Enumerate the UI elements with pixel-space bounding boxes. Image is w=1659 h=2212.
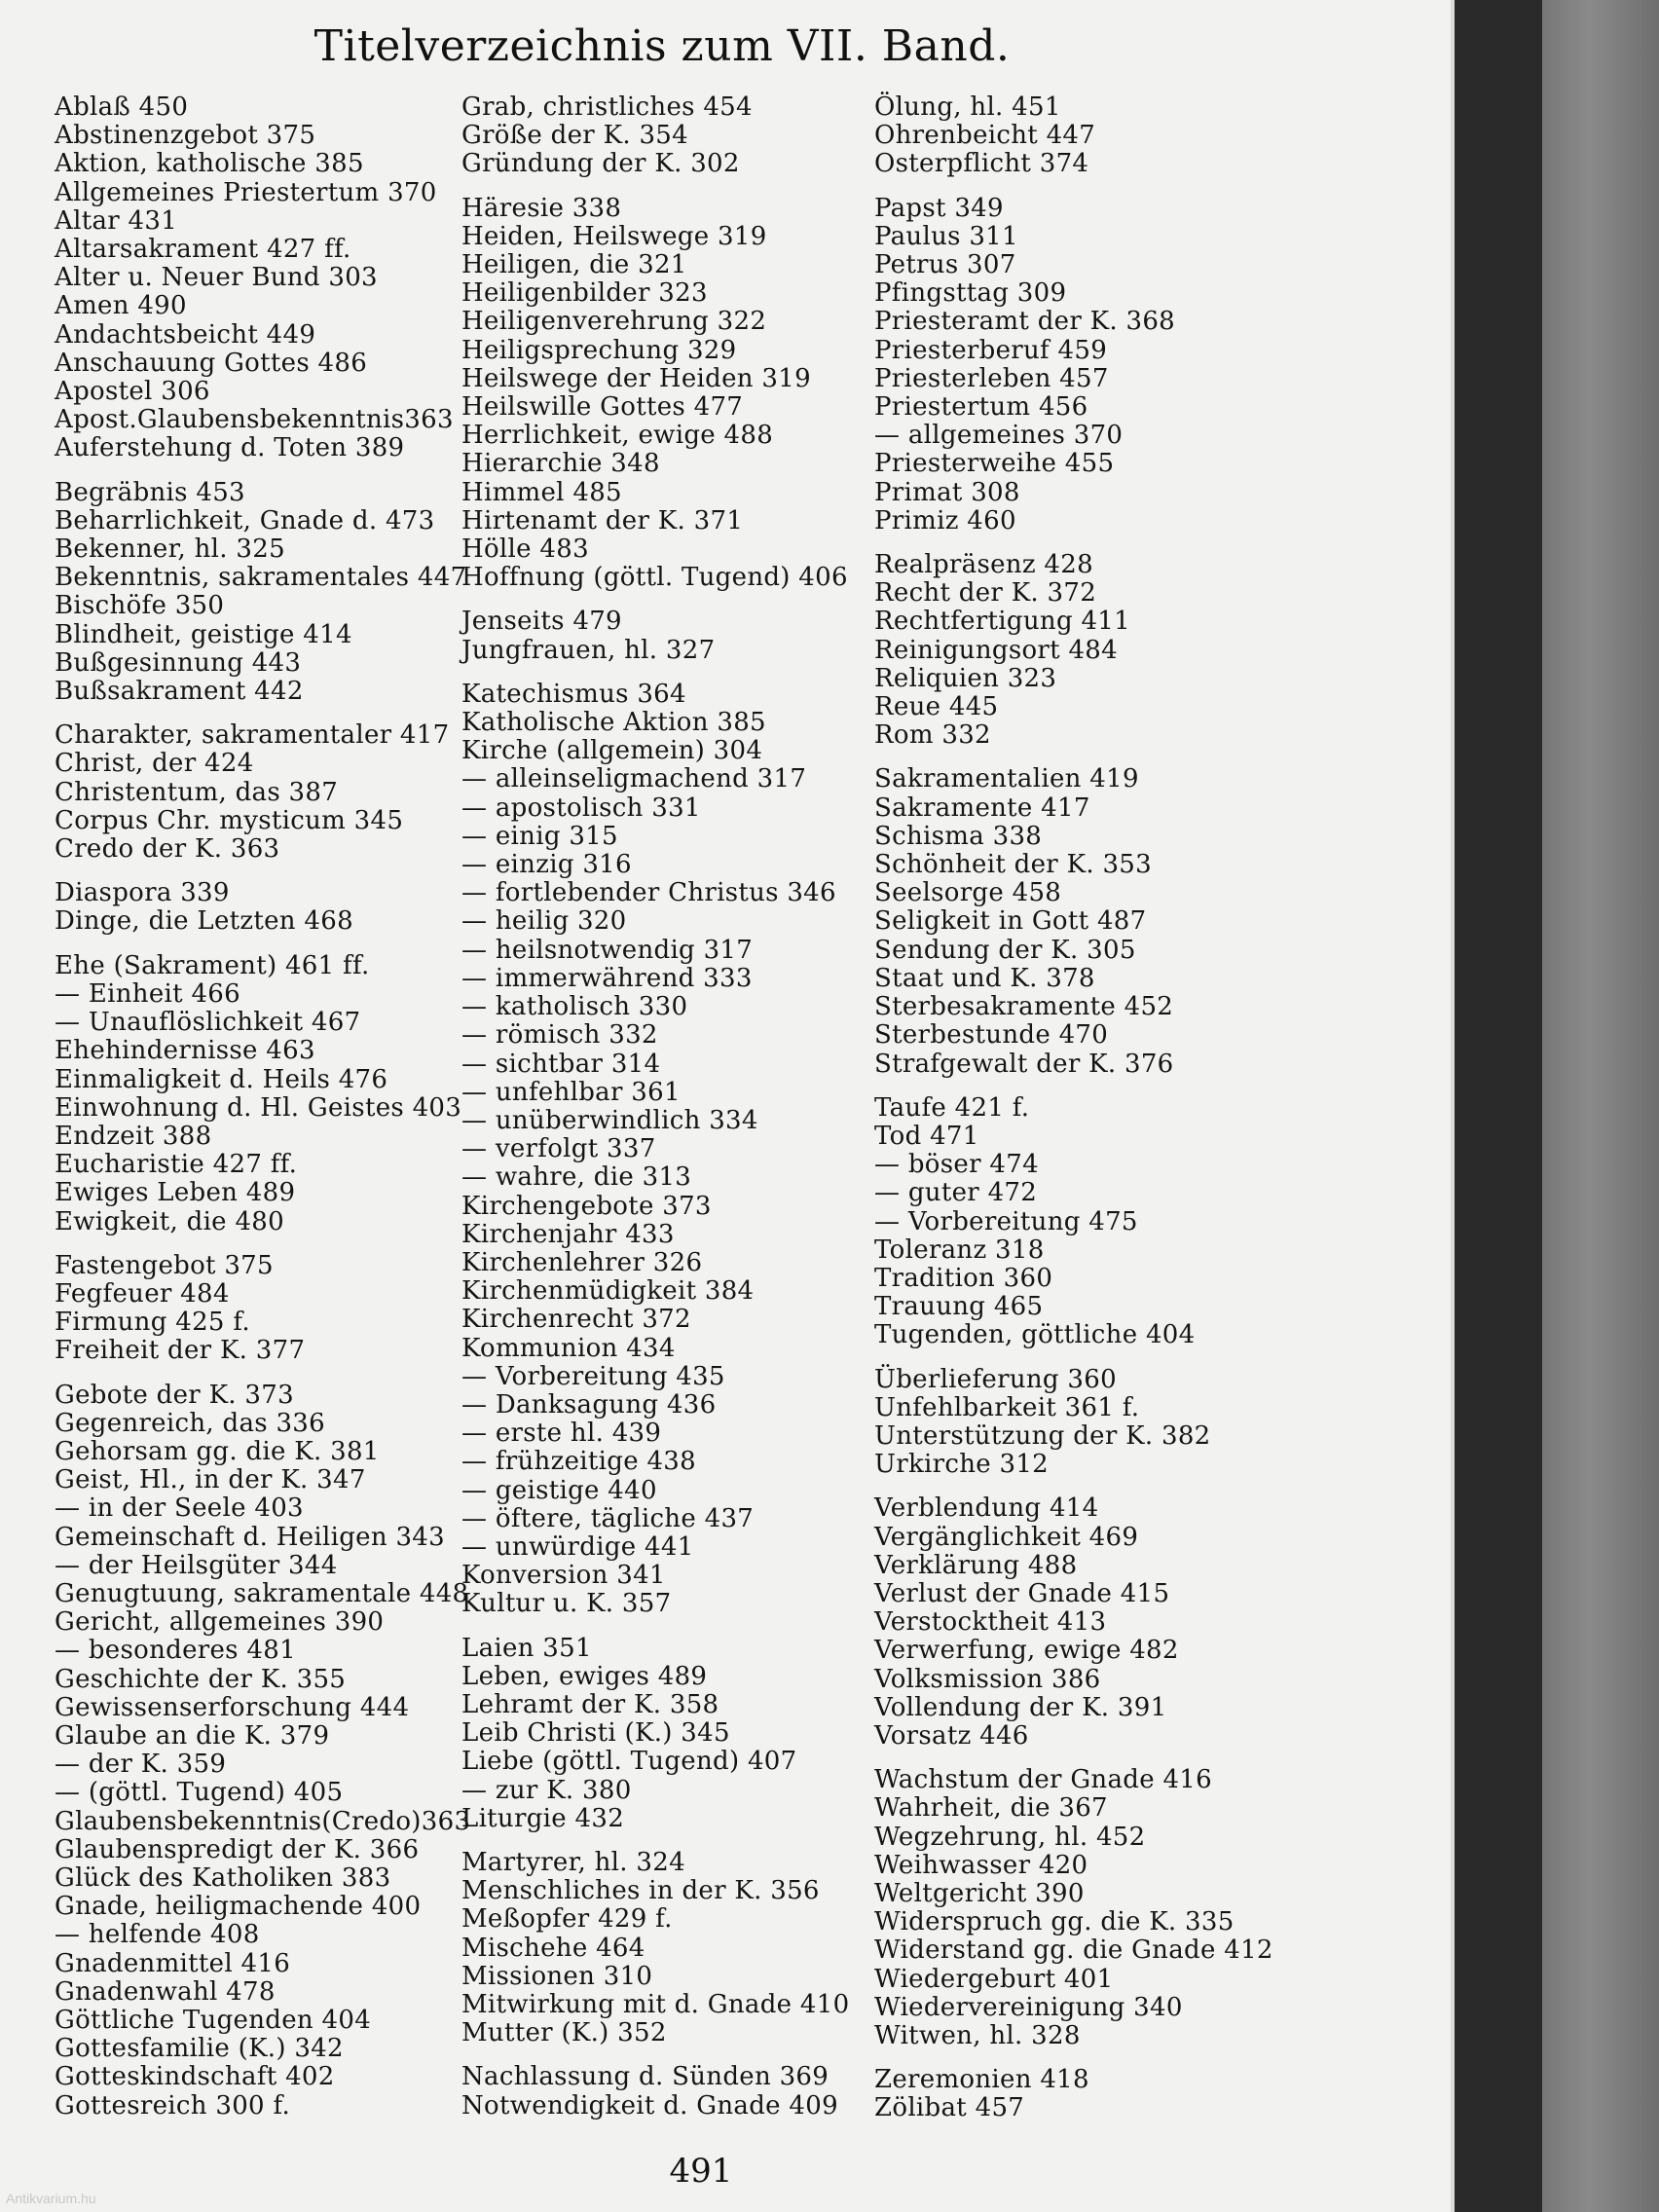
index-entry: Gericht, allgemeines 390: [55, 1607, 385, 1638]
index-entry: — alleinseligmachend 317: [461, 764, 807, 794]
index-entry: Firmung 425 f.: [55, 1308, 250, 1338]
index-group: [461, 681, 870, 1619]
index-entry: Geist, Hl., in der K. 347: [55, 1465, 366, 1495]
index-entry: Heiligsprechung 329: [461, 335, 737, 365]
index-entry: Reliquien 323: [874, 663, 1057, 693]
index-entry: Urkirche 312: [874, 1450, 1050, 1480]
index-entry: Verlust der Gnade 415: [874, 1578, 1170, 1608]
index-entry: Beharrlichkeit, Gnade d. 473: [55, 505, 435, 535]
index-entry: Dinge, die Letzten 468: [55, 906, 353, 937]
index-entry: Staat und K. 378: [874, 963, 1095, 993]
index-entry: Heilswege der Heiden 319: [461, 363, 811, 393]
index-entry: Hierarchie 348: [461, 449, 660, 479]
index-entry: Glaubenspredigt der K. 366: [55, 1834, 420, 1864]
index-group: [874, 1366, 1303, 1480]
index-entry: Altar 431: [55, 205, 178, 236]
index-entry: Schönheit der K. 353: [874, 850, 1152, 880]
index-entry: Heiligenverehrung 322: [461, 307, 767, 337]
index-entry: Gottesreich 300 f.: [55, 2090, 291, 2120]
index-entry: — allgemeines 370: [874, 421, 1124, 451]
index-entry: Priesterleben 457: [874, 363, 1109, 393]
index-entry: Primiz 460: [874, 505, 1016, 535]
index-entry: Laien 351: [461, 1633, 592, 1663]
index-entry: Anschauung Gottes 486: [55, 348, 368, 378]
index-entry: Verblendung 414: [874, 1493, 1099, 1524]
index-entry: Freiheit der K. 377: [55, 1336, 306, 1366]
index-entry: Jungfrauen, hl. 327: [461, 635, 716, 665]
index-entry: Gnadenmittel 416: [55, 1948, 291, 1978]
index-entry: Kirche (allgemein) 304: [461, 736, 763, 766]
index-entry: Bußsakrament 442: [55, 677, 304, 707]
index-group: [461, 608, 870, 664]
index-entry: Gemeinschaft d. Heiligen 343: [55, 1522, 445, 1552]
book-spine-shadow: [1455, 0, 1542, 2212]
index-entry: Gehorsam gg. die K. 381: [55, 1436, 380, 1466]
index-entry: Sterbestunde 470: [874, 1020, 1109, 1051]
index-group: [874, 195, 1303, 535]
index-entry: Tradition 360: [874, 1263, 1053, 1293]
index-group: [55, 477, 467, 707]
index-group: [55, 1380, 471, 2120]
index-entry: Geschichte der K. 355: [55, 1664, 347, 1694]
index-entry: Osterpflicht 374: [874, 149, 1089, 179]
index-entry: Leben, ewiges 489: [461, 1661, 708, 1691]
index-entry: — einig 315: [461, 821, 618, 851]
index-entry: Vollendung der K. 391: [874, 1692, 1167, 1722]
index-group: [461, 1635, 870, 1833]
index-entry: Toleranz 318: [874, 1235, 1045, 1265]
index-entry: Bischöfe 350: [55, 591, 225, 621]
index-entry: Alter u. Neuer Bund 303: [55, 263, 378, 293]
index-entry: Ehe (Sakrament) 461 ff.: [55, 950, 370, 980]
index-entry: Mischehe 464: [461, 1933, 645, 1963]
index-entry: — einzig 316: [461, 850, 632, 880]
index-entry: — immerwährend 333: [461, 963, 753, 993]
index-entry: Bekenner, hl. 325: [55, 535, 285, 565]
index-entry: Lehramt der K. 358: [461, 1689, 719, 1719]
index-entry: Wachstum der Gnade 416: [874, 1765, 1212, 1795]
index-entry: Heilswille Gottes 477: [461, 392, 744, 423]
index-entry: Liebe (göttl. Tugend) 407: [461, 1747, 797, 1777]
index-entry: Blindheit, geistige 414: [55, 619, 352, 649]
index-entry: Auferstehung d. Toten 389: [55, 433, 405, 463]
index-entry: Bekenntnis, sakramentales 447: [55, 563, 467, 593]
index-group: [874, 551, 1303, 750]
index-entry: Größe der K. 354: [461, 121, 688, 151]
index-entry: — Einheit 466: [55, 978, 240, 1009]
index-group: [461, 195, 870, 593]
index-entry: — sichtbar 314: [461, 1049, 661, 1079]
index-entry: Unfehlbarkeit 361 f.: [874, 1392, 1140, 1422]
index-entry: Liturgie 432: [461, 1803, 625, 1833]
index-entry: Verklärung 488: [874, 1550, 1078, 1580]
index-entry: — apostolisch 331: [461, 793, 701, 823]
index-column-3: [874, 93, 1303, 2139]
index-entry: Reinigungsort 484: [874, 635, 1118, 665]
index-entry: — heilsnotwendig 317: [461, 935, 754, 965]
index-entry: Amen 490: [55, 291, 187, 321]
index-entry: Rom 332: [874, 720, 991, 751]
index-entry: Katechismus 364: [461, 679, 686, 709]
index-entry: Abstinenzgebot 375: [55, 121, 316, 151]
index-entry: Gottesfamilie (K.) 342: [55, 2034, 344, 2064]
index-entry: — wahre, die 313: [461, 1162, 692, 1193]
index-entry: — der Heilsgüter 344: [55, 1550, 338, 1580]
index-entry: Gotteskindschaft 402: [55, 2062, 335, 2092]
index-entry: Wiedergeburt 401: [874, 1964, 1114, 1994]
index-entry: Mutter (K.) 352: [461, 2018, 667, 2048]
index-entry: Ölung, hl. 451: [874, 92, 1061, 122]
index-group: [874, 1494, 1303, 1751]
index-entry: Zeremonien 418: [874, 2065, 1089, 2095]
index-entry: Glück des Katholiken 383: [55, 1862, 391, 1893]
index-entry: Notwendigkeit d. Gnade 409: [461, 2090, 838, 2120]
index-entry: Heiden, Heilswege 319: [461, 221, 767, 251]
index-entry: Wiedervereinigung 340: [874, 1992, 1183, 2022]
index-entry: Christ, der 424: [55, 749, 254, 779]
index-entry: Gründung der K. 302: [461, 149, 740, 179]
index-entry: — böser 474: [874, 1150, 1039, 1180]
index-group: [461, 93, 870, 179]
index-entry: — verfolgt 337: [461, 1134, 656, 1164]
index-entry: Wahrheit, die 367: [874, 1793, 1108, 1824]
index-group: [461, 1849, 870, 2047]
index-group: [874, 765, 1303, 1078]
index-entry: Taufe 421 f.: [874, 1092, 1030, 1123]
index-entry: Sendung der K. 305: [874, 935, 1136, 965]
index-entry: Leib Christi (K.) 345: [461, 1718, 730, 1749]
background-surface: [1542, 0, 1659, 2212]
index-entry: Hölle 483: [461, 535, 589, 565]
index-entry: — unwürdige 441: [461, 1531, 694, 1562]
index-entry: Schisma 338: [874, 821, 1043, 851]
index-entry: Ewigkeit, die 480: [55, 1206, 284, 1236]
index-entry: Kirchenlehrer 326: [461, 1247, 703, 1277]
watermark: Antikvarium.hu: [6, 2191, 96, 2206]
index-entry: Weltgericht 390: [874, 1878, 1085, 1908]
index-entry: Missionen 310: [461, 1961, 653, 1991]
index-entry: Einmaligkeit d. Heils 476: [55, 1064, 388, 1094]
index-entry: Priesteramt der K. 368: [874, 307, 1176, 337]
index-entry: Priestertum 456: [874, 392, 1088, 423]
index-entry: — römisch 332: [461, 1020, 658, 1051]
index-entry: Wegzehrung, hl. 452: [874, 1822, 1146, 1852]
index-group: [55, 93, 454, 463]
index-entry: Weihwasser 420: [874, 1850, 1088, 1880]
index-entry: Grab, christliches 454: [461, 92, 753, 122]
index-entry: Ablaß 450: [55, 92, 189, 122]
index-entry: Recht der K. 372: [874, 578, 1097, 608]
index-entry: Witwen, hl. 328: [874, 2021, 1081, 2050]
index-group: [874, 1766, 1303, 2050]
index-entry: Sakramentalien 419: [874, 764, 1139, 794]
index-entry: Strafgewalt der K. 376: [874, 1049, 1174, 1079]
index-entry: — heilig 320: [461, 906, 627, 937]
index-entry: Meßopfer 429 f.: [461, 1904, 673, 1935]
index-entry: Ewiges Leben 489: [55, 1178, 296, 1208]
index-entry: — geistige 440: [461, 1475, 657, 1505]
index-entry: — zur K. 380: [461, 1775, 632, 1805]
index-entry: Gewissenserforschung 444: [55, 1692, 410, 1722]
index-entry: Hirtenamt der K. 371: [461, 505, 744, 535]
index-entry: Tod 471: [874, 1121, 979, 1151]
index-entry: — guter 472: [874, 1178, 1038, 1208]
index-entry: Reue 445: [874, 692, 999, 722]
index-entry: — (göttl. Tugend) 405: [55, 1778, 344, 1808]
index-group: [55, 950, 462, 1236]
index-entry: Kirchengebote 373: [461, 1191, 712, 1221]
index-entry: Corpus Chr. mysticum 345: [55, 805, 404, 835]
index-entry: Papst 349: [874, 193, 1004, 223]
index-entry: — unüberwindlich 334: [461, 1105, 758, 1135]
index-entry: Nachlassung d. Sünden 369: [461, 2062, 830, 2092]
index-entry: Seligkeit in Gott 487: [874, 906, 1147, 937]
index-entry: Überlieferung 360: [874, 1364, 1117, 1394]
index-entry: Heiligen, die 321: [461, 250, 687, 280]
index-entry: Genugtuung, sakramentale 448: [55, 1578, 469, 1608]
index-entry: — katholisch 330: [461, 992, 688, 1022]
index-group: [874, 2066, 1303, 2122]
index-entry: Volksmission 386: [874, 1664, 1101, 1694]
index-entry: Ehehindernisse 463: [55, 1036, 315, 1066]
index-entry: Verstocktheit 413: [874, 1607, 1107, 1638]
index-entry: Kirchenjahr 433: [461, 1219, 675, 1249]
index-entry: Diaspora 339: [55, 878, 230, 908]
index-entry: Kirchenmüdigkeit 384: [461, 1276, 755, 1307]
index-group: [461, 2063, 870, 2120]
index-entry: Unterstützung der K. 382: [874, 1420, 1211, 1451]
index-entry: Sakramente 417: [874, 793, 1090, 823]
index-entry: Begräbnis 453: [55, 477, 245, 507]
index-entry: Christentum, das 387: [55, 777, 339, 807]
index-entry: Kirchenrecht 372: [461, 1305, 691, 1335]
index-entry: Paulus 311: [874, 221, 1018, 251]
index-entry: Priesterberuf 459: [874, 335, 1108, 365]
index-entry: Bußgesinnung 443: [55, 647, 302, 678]
index-entry: Apostel 306: [55, 377, 210, 407]
index-entry: — frühzeitige 438: [461, 1447, 696, 1477]
index-entry: Andachtsbeicht 449: [55, 319, 316, 350]
index-entry: — besonderes 481: [55, 1636, 296, 1666]
index-entry: Widerstand gg. die Gnade 412: [874, 1936, 1273, 1966]
index-entry: — Vorbereitung 475: [874, 1206, 1138, 1236]
index-entry: Hoffnung (göttl. Tugend) 406: [461, 563, 848, 593]
index-entry: — unfehlbar 361: [461, 1077, 681, 1107]
index-entry: Realpräsenz 428: [874, 550, 1093, 580]
index-entry: Häresie 338: [461, 193, 622, 223]
index-entry: Credo der K. 363: [55, 834, 280, 865]
index-entry: Altarsakrament 427 ff.: [55, 235, 351, 265]
index-entry: Widerspruch gg. die K. 335: [874, 1907, 1235, 1937]
index-entry: Aktion, katholische 385: [55, 149, 364, 179]
index-entry: — in der Seele 403: [55, 1493, 304, 1524]
index-entry: Trauung 465: [874, 1292, 1044, 1322]
index-entry: Gegenreich, das 336: [55, 1408, 325, 1438]
index-entry: Menschliches in der K. 356: [461, 1876, 820, 1906]
page-title: Titelverzeichnis zum VII. Band.: [313, 21, 1011, 71]
index-entry: Pfingsttag 309: [874, 278, 1067, 309]
index-entry: Fastengebot 375: [55, 1250, 274, 1280]
index-entry: — Danksagung 436: [461, 1389, 717, 1419]
index-entry: — erste hl. 439: [461, 1419, 662, 1449]
index-entry: Herrlichkeit, ewige 488: [461, 421, 774, 451]
index-entry: Glaubensbekenntnis(Credo)363: [55, 1806, 471, 1836]
index-entry: Kommunion 434: [461, 1333, 676, 1363]
index-entry: — helfende 408: [55, 1920, 260, 1950]
index-entry: Kultur u. K. 357: [461, 1589, 672, 1619]
index-group: [55, 1252, 454, 1366]
index-entry: Einwohnung d. Hl. Geistes 403: [55, 1092, 462, 1123]
index-group: [55, 721, 454, 864]
index-entry: Eucharistie 427 ff.: [55, 1150, 298, 1180]
index-entry: Gnade, heiligmachende 400: [55, 1892, 422, 1922]
index-entry: Charakter, sakramentaler 417: [55, 720, 450, 751]
index-entry: Verwerfung, ewige 482: [874, 1636, 1179, 1666]
index-entry: Göttliche Tugenden 404: [55, 2006, 372, 2035]
index-entry: Petrus 307: [874, 250, 1016, 280]
index-entry: Endzeit 388: [55, 1121, 212, 1151]
index-entry: — Unauflöslichkeit 467: [55, 1008, 361, 1038]
index-entry: Ohrenbeicht 447: [874, 121, 1096, 151]
index-entry: Mitwirkung mit d. Gnade 410: [461, 1990, 850, 2019]
index-entry: Katholische Aktion 385: [461, 708, 766, 738]
index-entry: Allgemeines Priestertum 370: [55, 177, 437, 207]
index-entry: Martyrer, hl. 324: [461, 1847, 685, 1877]
index-entry: Apost.Glaubensbekenntnis363: [55, 405, 454, 435]
index-entry: Fegfeuer 484: [55, 1278, 230, 1309]
index-entry: Zölibat 457: [874, 2093, 1025, 2123]
index-entry: — Vorbereitung 435: [461, 1361, 725, 1391]
index-entry: Vorsatz 446: [874, 1720, 1029, 1751]
index-entry: Gebote der K. 373: [55, 1380, 294, 1410]
page-number: 491: [669, 2152, 733, 2191]
index-entry: Vergänglichkeit 469: [874, 1522, 1139, 1552]
index-entry: Seelsorge 458: [874, 878, 1062, 908]
index-entry: Tugenden, göttliche 404: [874, 1320, 1196, 1350]
index-entry: — der K. 359: [55, 1750, 227, 1780]
index-entry: Jenseits 479: [461, 607, 622, 637]
index-entry: Priesterweihe 455: [874, 449, 1115, 479]
index-entry: Glaube an die K. 379: [55, 1720, 330, 1751]
index-column-1: [55, 92, 471, 2136]
index-entry: Heiligenbilder 323: [461, 278, 708, 309]
index-entry: Sterbesakramente 452: [874, 992, 1174, 1022]
index-entry: — öftere, tägliche 437: [461, 1503, 755, 1533]
index-entry: Himmel 485: [461, 477, 622, 507]
index-group: [55, 879, 454, 936]
index-group: [874, 1094, 1303, 1350]
index-entry: Gnadenwahl 478: [55, 1976, 276, 2007]
index-column-2: [461, 93, 870, 2136]
index-entry: Konversion 341: [461, 1561, 666, 1591]
index-entry: Rechtfertigung 411: [874, 607, 1130, 637]
index-entry: — fortlebender Christus 346: [461, 878, 836, 908]
index-entry: Primat 308: [874, 477, 1020, 507]
index-group: [874, 93, 1303, 179]
